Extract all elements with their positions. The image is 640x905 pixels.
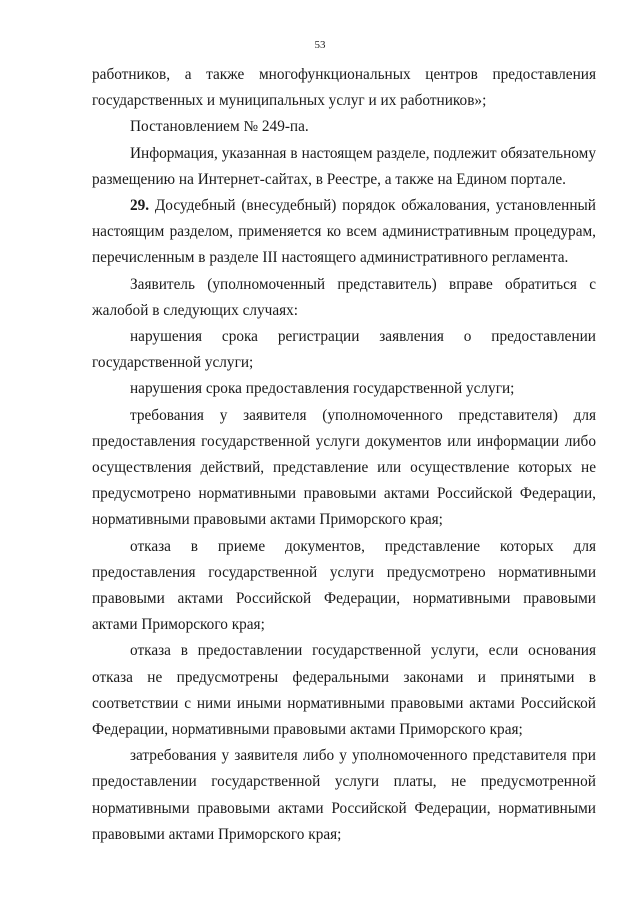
paragraph [92, 272, 596, 324]
paragraph-text: Постановлением № 249-па. [130, 118, 309, 136]
paragraph-text: отказа в предоставлении государственной услуги, если основания отказа не предусмотрены федеральными законами и принятыми в соответствии с ними иными нормативными правовыми актами Российской Федерации, нормативными правовыми актами Приморского края; [92, 642, 596, 739]
paragraph [92, 534, 596, 639]
paragraph-text: Досудебный (внесудебный) порядок обжалования, установленный настоящим разделом, применяется ко всем административным процедурам, перечисленным в разделе III настоящего административного регламента. [92, 197, 596, 267]
paragraph-text: Заявитель (уполномоченный представитель) вправе обратиться с жалобой в следующих случаях: [92, 275, 596, 319]
paragraph-text: затребования у заявителя либо у уполномоченного представителя при предоставлении государственной услуги платы, не предусмотренной нормативными правовыми актами Российской Федерации, нормативными правовыми актами Приморского края; [92, 747, 596, 843]
paragraph [92, 743, 596, 848]
paragraph-text: требования у заявителя (уполномоченного представителя) для предоставления государственной услуги документов или информации либо осуществления действий, представление или осуществление которых не предусмотрено нормативными правовыми актами Российской Федерации, нормативными правовыми актами Приморского края; [92, 406, 596, 529]
paragraph [92, 141, 596, 193]
paragraph-text: Информация, указанная в настоящем разделе, подлежит обязательному размещению на Интернет-сайтах, в Реестре, а также на Едином портале. [92, 144, 596, 188]
paragraph-text: работников, а также многофункциональных центров предоставления государственных и муниципальных услуг и их работников»; [92, 66, 596, 110]
paragraph-numbered [92, 193, 596, 272]
paragraph [92, 403, 596, 534]
paragraph [92, 638, 596, 743]
paragraph [92, 376, 596, 402]
document-body [92, 62, 596, 848]
page-number: 53 [314, 39, 326, 51]
paragraph [92, 324, 596, 376]
paragraph-text: отказа в приеме документов, представление которых для предоставления государственной услуги предусмотрено нормативными правовыми актами Российской Федерации, нормативными правовыми актами Приморского края; [92, 537, 596, 634]
paragraph-text: нарушения срока предоставления государственной услуги; [130, 380, 515, 398]
paragraph [92, 114, 596, 140]
paragraph-text: нарушения срока регистрации заявления о предоставлении государственной услуги; [92, 328, 596, 372]
paragraph-number: 29. [130, 197, 150, 215]
paragraph-continued [92, 62, 596, 114]
